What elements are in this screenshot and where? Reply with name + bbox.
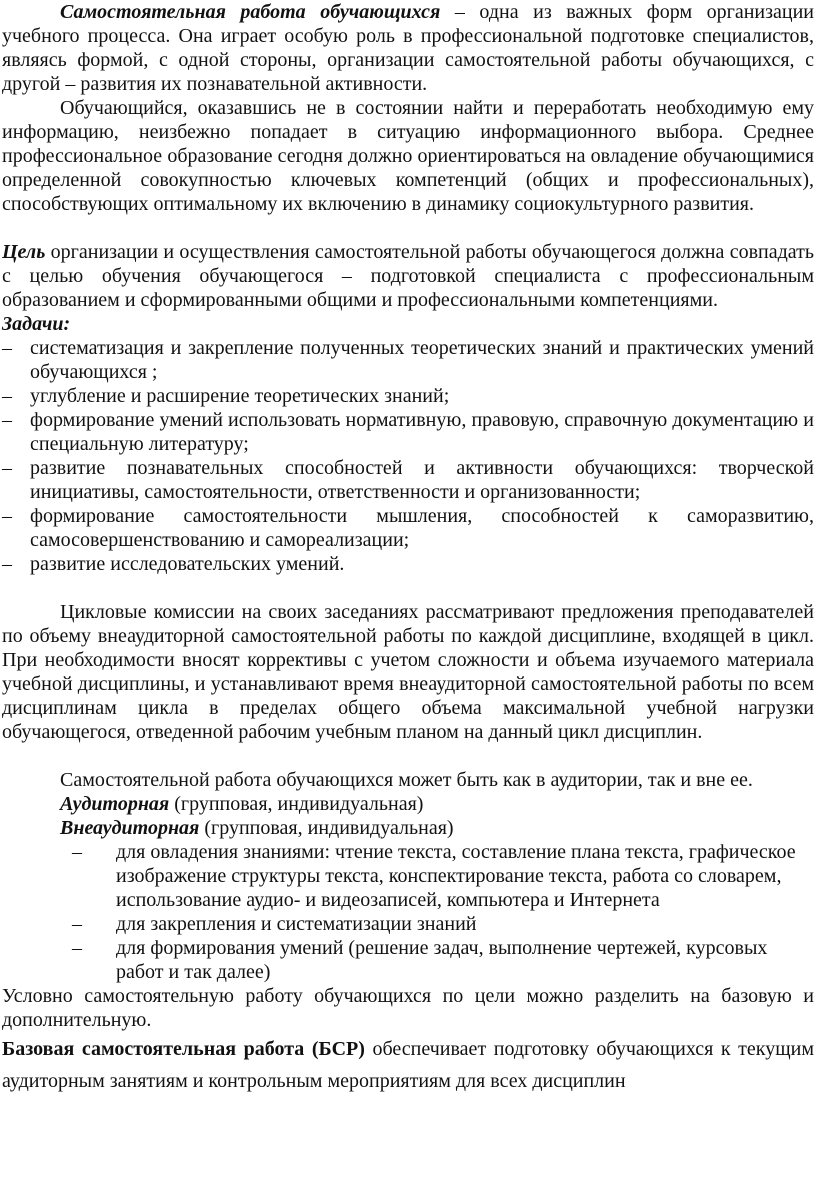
dash-marker: – xyxy=(72,913,82,935)
dash-marker: – xyxy=(2,385,12,407)
term-extra-classroom: Внеаудиторная xyxy=(60,817,200,839)
term-independent-work: Самостоятельная работа обучающихся xyxy=(60,1,441,23)
basic-work-text: обеспечивает подготовку обучающихся к текущим аудиторным занятиям и контрольным мероприятиям для всех дисциплин xyxy=(2,1038,814,1092)
extra-classroom-line xyxy=(60,816,814,840)
dash-marker: – xyxy=(72,841,82,863)
list-item xyxy=(72,840,814,912)
list-item xyxy=(2,504,814,552)
division-paragraph: Условно самостоятельную работу обучающихся по цели можно разделить на базовую и дополнительную. xyxy=(2,985,814,1031)
form-text: для овладения знаниями: чтение текста, составление плана текста, графическое изображение структуры текста, конспектирование текста, работа со словарем, использование аудио- и видеозаписей, компьютера и Интернета xyxy=(116,841,796,911)
list-item xyxy=(72,912,814,936)
extra-classroom-text: (групповая, индивидуальная) xyxy=(199,817,454,839)
list-item xyxy=(2,456,814,504)
forms-intro: Самостоятельной работа обучающихся может быть как в аудитории, так и вне ее. xyxy=(60,769,753,791)
forms-block xyxy=(2,768,814,840)
task-text: систематизация и закрепление полученных теоретических знаний и практических умений обучающихся ; xyxy=(30,337,814,383)
dash-marker: – xyxy=(2,337,12,359)
dash-marker: – xyxy=(2,553,12,575)
classroom-line xyxy=(60,792,814,816)
term-classroom: Аудиторная xyxy=(60,793,170,815)
intro-paragraph-2: Обучающийся, оказавшись не в состоянии найти и переработать необходимую ему информацию, неизбежно попадает в ситуацию информационного выбора. Среднее профессиональное образование сегодня должно ориентироваться на овладение обучающимися определенной совокупностью ключевых компетенций (общих и профессиональных), способствующих оптимальному их включению в динамику социокультурного развития. xyxy=(2,97,814,215)
tasks-list xyxy=(2,336,814,576)
term-basic-work: Базовая самостоятельная работа (БСР) xyxy=(2,1038,365,1060)
form-text: для формирования умений (решение задач, выполнение чертежей, курсовых работ и так далее) xyxy=(116,937,768,983)
goal-text: организации и осуществления самостоятельной работы обучающегося должна совпадать с целью обучения обучающегося – подготовкой специалиста с профессиональным образованием и сформированными общими и профессиональными компетенциями. xyxy=(2,241,814,311)
term-goal: Цель xyxy=(2,241,46,263)
dash-marker: – xyxy=(2,457,12,479)
dash-marker: – xyxy=(72,937,82,959)
spacer xyxy=(2,576,814,600)
intro-paragraph-1-text: – одна из важных форм организации учебного процесса. Она играет особую роль в профессиональной подготовке специалистов, являясь формой, с одной стороны, организации самостоятельной работы обучающихся, с другой – развития их познавательной активности. xyxy=(2,1,814,95)
dash-marker: – xyxy=(2,409,12,431)
list-item xyxy=(2,552,814,576)
goal-paragraph xyxy=(2,240,814,312)
task-text: формирование самостоятельности мышления, способностей к саморазвитию, самосовершенствованию и самореализации; xyxy=(30,505,814,551)
spacer xyxy=(2,744,814,768)
task-text: формирование умений использовать нормативную, правовую, справочную документацию и специальную литературу; xyxy=(30,409,814,455)
list-item xyxy=(2,336,814,384)
forms-list xyxy=(2,840,814,984)
list-item xyxy=(2,384,814,408)
classroom-text: (групповая, индивидуальная) xyxy=(169,793,424,815)
dash-marker: – xyxy=(2,505,12,527)
form-text: для закрепления и систематизации знаний xyxy=(116,913,477,935)
list-item xyxy=(72,936,814,984)
task-text: развитие познавательных способностей и активности обучающихся: творческой инициативы, самостоятельности, ответственности и организованности; xyxy=(30,457,814,503)
commissions-paragraph: Цикловые комиссии на своих заседаниях рассматривают предложения преподавателей по объему внеаудиторной самостоятельной работы по каждой дисциплине, входящей в цикл. При необходимости вносят коррективы с учетом сложности и объема изучаемого материала учебной дисциплины, и устанавливают время внеаудиторной самостоятельной работы по всем дисциплинам цикла в пределах общего объема максимальной учебной нагрузки обучающегося, отведенной рабочим учебным планом на данный цикл дисциплин. xyxy=(2,601,814,743)
list-item xyxy=(2,408,814,456)
basic-work-paragraph xyxy=(2,1033,814,1097)
spacer xyxy=(2,216,814,240)
task-text: углубление и расширение теоретических знаний; xyxy=(30,385,450,407)
task-text: развитие исследовательских умений. xyxy=(30,553,345,575)
intro-paragraph-1 xyxy=(2,0,814,96)
tasks-heading: Задачи: xyxy=(2,313,71,335)
